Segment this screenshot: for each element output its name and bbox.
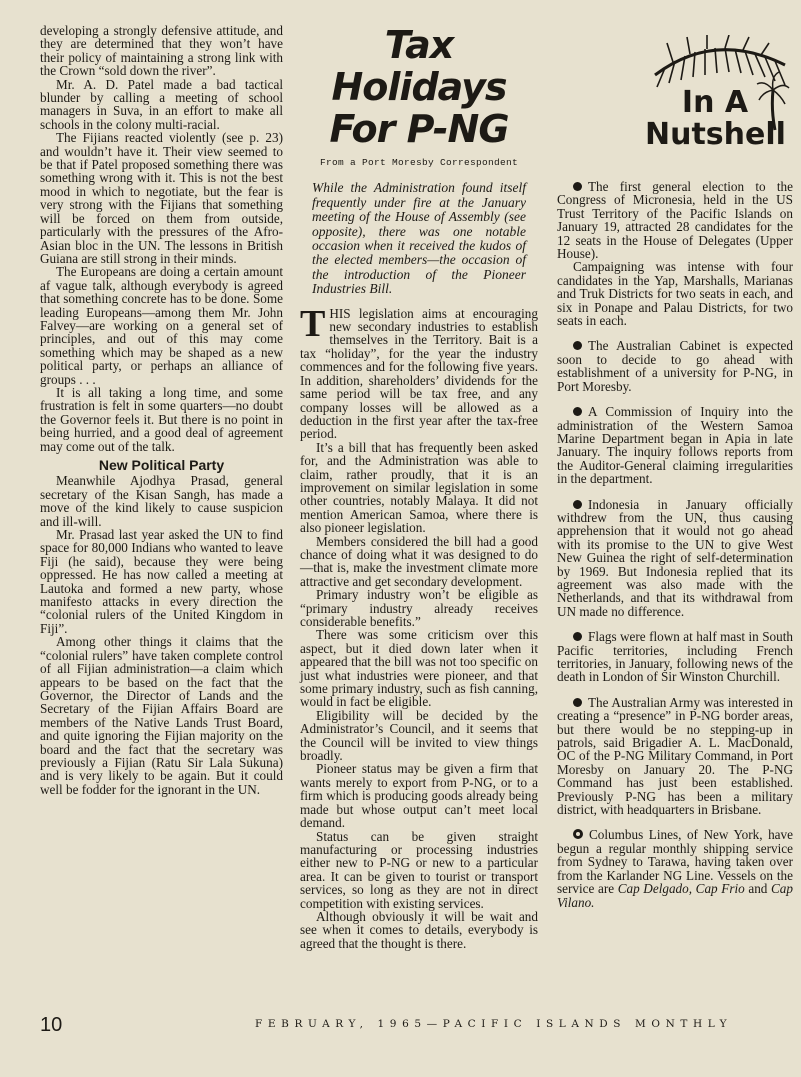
news-item xyxy=(557,339,793,393)
ring-bullet-icon xyxy=(573,829,583,839)
paragraph: There was some criticism over this aspect, but it died down later when it appeared that the bill was not too specific on just what industries were pioneer, and that some primary industry, such as fish canning, would in fact be eligible. xyxy=(300,627,538,710)
nutshell-title-line-2: Nutshell xyxy=(645,117,786,152)
headline-line-2: For P-NG xyxy=(329,107,509,151)
item-paragraph: A Commission of Inquiry into the administration of the Western Samoa Marine Department began in Apia in late January. The inquiry follows reports from the Auditor-General claiming irregularities in the department. xyxy=(557,404,793,487)
nutshell-title xyxy=(645,87,785,151)
paragraph: Primary industry won’t be eligible as “primary industry already receives considerable benefits.” xyxy=(300,587,538,629)
item-paragraph: The first general election to the Congress of Micronesia, held in the US Trust Territory of the Pacific Islands on January 19, attracted 28 candidates for the 12 seats in the House of Delegates (Upper House). xyxy=(557,179,793,262)
item-paragraph: The Australian Cabinet is expected soon to decide to go ahead with establishment of a university for P-NG, in Port Moresby. xyxy=(557,338,793,394)
intro-paragraph: While the Administration found itself frequently under fire at the January meeting of the House of Assembly (see opposite), there was one notable occasion when it received the kudos of the elected members—the occasion of the introduction of the Pioneer Industries Bill. xyxy=(312,180,526,297)
footer-text: FEBRUARY, 1965—PACIFIC ISLANDS MONTHLY xyxy=(255,1018,733,1030)
ship-name: Cap Delgado, xyxy=(617,881,693,897)
bullet-icon xyxy=(573,341,582,350)
paragraph: Among other things it claims that the “colonial rulers” have taken complete control of all Fijian administration—a claim which appears to be based on the fact that the Governor, the Director of Lands and the Secretary of the Fijian Affairs Board are members of the Native Lands Trust Board, and quite ignoring the Fijian majority on the board and the fact that the secretary was previously a Fijian (Ratu Sir Lala Sukuna) and is very likely to be again. But it could well be fodder for the ignorant in the UN. xyxy=(40,634,283,797)
paragraph: Mr. A. D. Patel made a bad tactical blunder by calling a meeting of school managers in Suva, in an effort to make all schools in the colony multi-racial. xyxy=(40,76,283,132)
paragraph: Pioneer status may be given a firm that wants merely to export from P-NG, or to a firm which is producing goods already being made but whose output can’t meet local demand. xyxy=(300,761,538,831)
item-paragraph: Indonesia in January officially withdrew from the UN, thus causing apprehension that it would not go ahead with its promise to the UN to give West New Guinea the right of self-determination by 1969. But Indonesia replied that its agreement was also made with the Netherlands, and that its withdrawal from UN made no difference. xyxy=(557,496,793,619)
lead-paragraph xyxy=(300,302,538,442)
news-item xyxy=(557,405,793,485)
paragraph: It’s a bill that has frequently been asked for, and the Administration was able to claim, rather proudly, that it is an improvement on similar legislation in some other countries, notably Malaya. It did not mention American Samoa, where there is also pioneer legislation. xyxy=(300,439,538,536)
bullet-icon xyxy=(573,698,582,707)
lead-text: HIS legislation aims at encouraging new secondary industries to establish themselves in the Territory. Bait is a tax “holiday”, for the year the industry commences and for the following five years. In addition, shareholders’ dividends for the same period will be tax free, and any company losses will be allowed as a deduction in the first year after the tax-free period. xyxy=(300,305,538,442)
paragraph: developing a strongly defensive attitude, and they are determined that they won’t have their policy of maintaining a strong link with the Crown “sold down the river”. xyxy=(40,23,283,79)
headline-line-1: Tax Holidays xyxy=(331,23,507,109)
paragraph: Although obviously it will be wait and see when it comes to details, everybody is agreed that the thought is there. xyxy=(300,908,538,951)
column-middle xyxy=(300,24,538,950)
paragraph: Status can be given straight manufacturing or processing industries either new to P-NG or new to a particular area. It can be given to tourist or transport services, so long as they are not in direct competition with existing services. xyxy=(300,828,538,911)
item-paragraph: Flags were flown at half mast in South Pacific territories, including French territories, in January, following news of the death in London of Sir Winston Churchill. xyxy=(557,629,793,685)
paragraph: Members considered the bill had a good chance of doing what it was designed to do—that is, make the investment climate more attractive and get secondary development. xyxy=(300,533,538,589)
nutshell-title-line-1: In A xyxy=(681,85,749,120)
headline xyxy=(300,24,538,150)
item-paragraph: Columbus Lines, of New York, have begun a regular monthly shipping service from Sydney to Tarawa, having taken over from the Karlander NG Line. Vessels on the service are Cap Delgado, Cap Frio and Cap Vilano. xyxy=(557,827,793,910)
bullet-icon xyxy=(573,182,582,191)
byline: From a Port Moresby Correspondent xyxy=(319,157,519,168)
subheading: New Political Party xyxy=(98,457,225,473)
news-item xyxy=(557,630,793,684)
news-item xyxy=(557,498,793,619)
bullet-icon xyxy=(573,632,582,641)
paragraph: The Europeans are doing a certain amount af vague talk, although everybody is agreed that something concrete has to be done. Some leading Europeans—among them Mr. John Falvey—are working on a general set of principles, and out of this may come something which may be shaped as a new political party, or perhaps an alliance of groups . . . xyxy=(40,264,283,387)
ship-name: Cap Frio xyxy=(695,881,745,897)
column-right xyxy=(557,180,793,921)
news-item xyxy=(557,696,793,817)
nutshell-logo xyxy=(645,35,795,165)
paragraph: Eligibility will be decided by the Administrator’s Council, and it seems that the Council will be invited to view things broadly. xyxy=(300,707,538,764)
paragraph: It is all taking a long time, and some frustration is felt in some quarters—no doubt the Governor feels it. But there is no point in being hurried, and a good deal of agreement may come out of the talk. xyxy=(40,384,283,454)
news-item xyxy=(557,180,793,327)
bullet-icon xyxy=(573,500,582,509)
ship-name: Cap Vilano. xyxy=(557,881,793,910)
drop-cap: T xyxy=(300,302,326,345)
news-item xyxy=(557,828,793,908)
item-paragraph: Campaigning was intense with four candidates in the Yap, Marshalls, Marianas and Truk Districts for two seats in each, and six in Ponape and Palau Districts, for two seats in each. xyxy=(557,259,793,329)
column-left xyxy=(40,24,283,796)
paragraph: Meanwhile Ajodhya Prasad, general secretary of the Kisan Sangh, has made a move of the kind likely to cause suspicion and ill-will. xyxy=(40,473,283,529)
paragraph: Mr. Prasad last year asked the UN to find space for 80,000 Indians who wanted to leave Fiji (he said), because they were being oppressed. He has now called a meeting at Lautoka and formed a new party, whose manifesto attacks in every direction the “colonial rulers of the United Kingdom in Fiji”. xyxy=(40,527,283,636)
bullet-icon xyxy=(573,407,582,416)
item-paragraph: The Australian Army was interested in creating a “presence” in P-NG border areas, but there would be no stepping-up in patrols, said Brigadier A. L. MacDonald, OC of the P-NG Military Command, in Port Moresby on January 20. The P-NG Command has just been established. Previously P-NG has been a military district, with headquarters in Brisbane. xyxy=(557,694,793,818)
page-footer xyxy=(40,1014,792,1038)
page-number: 10 xyxy=(40,1014,63,1036)
paragraph: The Fijians reacted violently (see p. 23) and wouldn’t have it. Their view seemed to be that if Patel proposed something there was something wrong with it. This is not the best mood in which to negotiate, but the fear is very strong with the Fijians that something will be forced on them from outside, particularly with the pressures of the Afro-Asian bloc in the UN. The lessons in British Guiana are still strong in their minds. xyxy=(40,130,283,266)
